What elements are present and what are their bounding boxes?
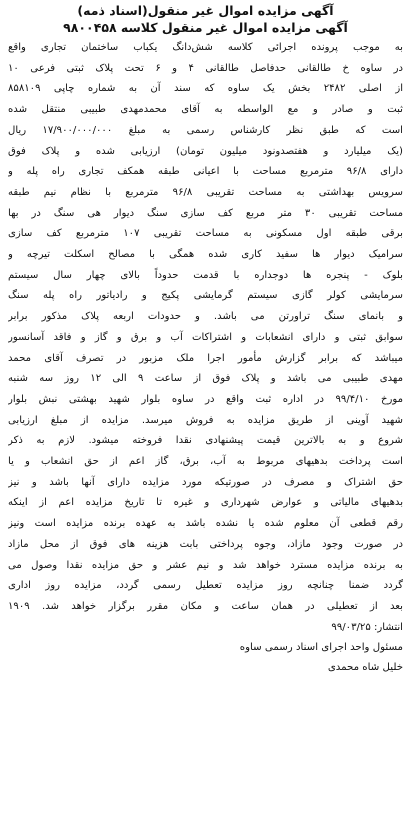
- body-line: مورخ ۹۹/۴/۱۰ در اداره ثبت واقع در ساوه بلوار شهید بهشتی نبش بلوار: [8, 393, 403, 405]
- body-line: به برنده مزایده مسترد خواهد شد و نیم عشر و حق مزایده نقدا وصول می: [8, 559, 403, 571]
- body-line: شهید آوینی از طریق مزایده به فروش میرسد. مزایده از مبلغ ارزیابی: [8, 414, 403, 426]
- body-line: است که طبق نظر کارشناس رسمی به مبلغ ۱۷/۹۰۰/۰۰۰/۰۰۰ ریال: [8, 124, 403, 136]
- body-line: میباشد که برابر گزارش مأمور اجرا ملک مزبور در تصرف آقای محمد: [8, 352, 403, 364]
- body-line: مهدی طبیبی می باشد و پلاک فوق از ساعت ۹ الی ۱۲ روز سه شنبه: [8, 373, 403, 385]
- body-line: سرویس بهداشتی به مساحت تقریبی ۹۶/۸ مترمربع با نظام نیم طبقه: [8, 186, 403, 198]
- body-line: دارای ۹۶/۸ مترمربع مساحت با اعیانی طبقه همکف تجاری راه پله و: [8, 166, 403, 178]
- body-line: بعد از تعطیلی در همان ساعت و مکان مقرر برگزار خواهد شد. ۱۹۰۹: [8, 600, 403, 612]
- body-line: در ساوه خ طالقانی حدفاصل طالقانی ۴ و ۶ تحت پلاک ثبتی فرعی ۱۰: [8, 62, 403, 74]
- body-line: مساحت تقریبی ۳۰ متر مربع کف سازی سنگ دیوار هی سنگ در بها: [8, 207, 403, 219]
- notice-title: آگهی مزایده اموال غیر منقول(اسناد ذمه): [77, 3, 334, 18]
- body-line: برقی طبقه اول مسکونی به مساحت تقریبی ۱۰۷ مترمربع کف سازی: [8, 228, 403, 240]
- body-line: است پرداخت بدهیهای مربوط به آب، برق، گاز اعم از حق انشعاب و یا: [8, 456, 403, 468]
- publication-date: انتشار: ۹۹/۰۳/۲۵: [331, 621, 403, 633]
- body-line: حق اشتراک و مصرف در صورتیکه مورد مزایده دارای آنها باشد و نیز: [8, 476, 403, 488]
- body-line: و بانمای سنگ تراورتن می باشد. و حدودات اربعه پلاک مذکور برابر: [8, 311, 403, 323]
- body-line: سرمایشی کولر گازی سیستم گرمایشی پکیج و رادیاتور راه پله سنگ: [8, 290, 403, 302]
- notice-signature: [8, 638, 403, 678]
- body-line: رقم قطعی آن معلوم شده یا نشده باشد به عهده برنده مزایده است ونیز: [8, 518, 403, 530]
- body-line: ثبت و صادر و مع الواسطه به آقای محمدمهدی طبیبی منتقل شده: [8, 104, 403, 116]
- signature-office: مسئول واحد اجرای اسناد رسمی ساوه: [239, 642, 403, 654]
- body-line: سوابق ثبتی و دارای انشعابات و اشتراکات آب و برق و گاز و فاقد آسانسور: [8, 331, 403, 343]
- signature-name: خلیل شاه محمدی: [327, 662, 403, 674]
- body-line: بلوک - پنجره ها دوجداره با قدمت حدوداً بالای چهار سال سیستم: [8, 269, 403, 281]
- body-line: از اصلی ۲۴۸۲ بخش یک ساوه که سند آن به شماره چاپی ۸۵۸۱۰۹: [8, 83, 403, 95]
- notice-subtitle: آگهی مزایده اموال غیر منقول کلاسه ۹۸۰۰۴۵۸: [63, 20, 348, 35]
- body-line: بدهیهای مالیاتی و عوارض شهرداری و غیره تا تاریخ مزایده اعم از اینکه: [8, 497, 403, 509]
- body-line: در صورت وجود مازاد، وجوه پرداختی بابت هزینه های فوق از محل مازاد: [8, 538, 403, 550]
- body-line: گردد ضمنا چنانچه روز مزایده تعطیل رسمی گردد، مزایده روز اداری: [8, 580, 403, 592]
- body-line: به موجب پرونده اجرائی کلاسه شش‌دانگ یکباب ساختمان تجاری واقع: [8, 42, 403, 53]
- body-line: سرامیک دیوار ها سفید کاری شده همگی با مصالح اسکلت تیرچه و: [8, 249, 403, 261]
- body-line: (یک میلیارد و هفتصدونود میلیون تومان) ارزیابی شده و پلاک فوق: [8, 145, 403, 157]
- notice-body: [8, 38, 403, 638]
- body-line: شروع و به بالاترین قیمت پیشنهادی نقدا فروخته میشود. لازم به ذکر: [8, 435, 403, 447]
